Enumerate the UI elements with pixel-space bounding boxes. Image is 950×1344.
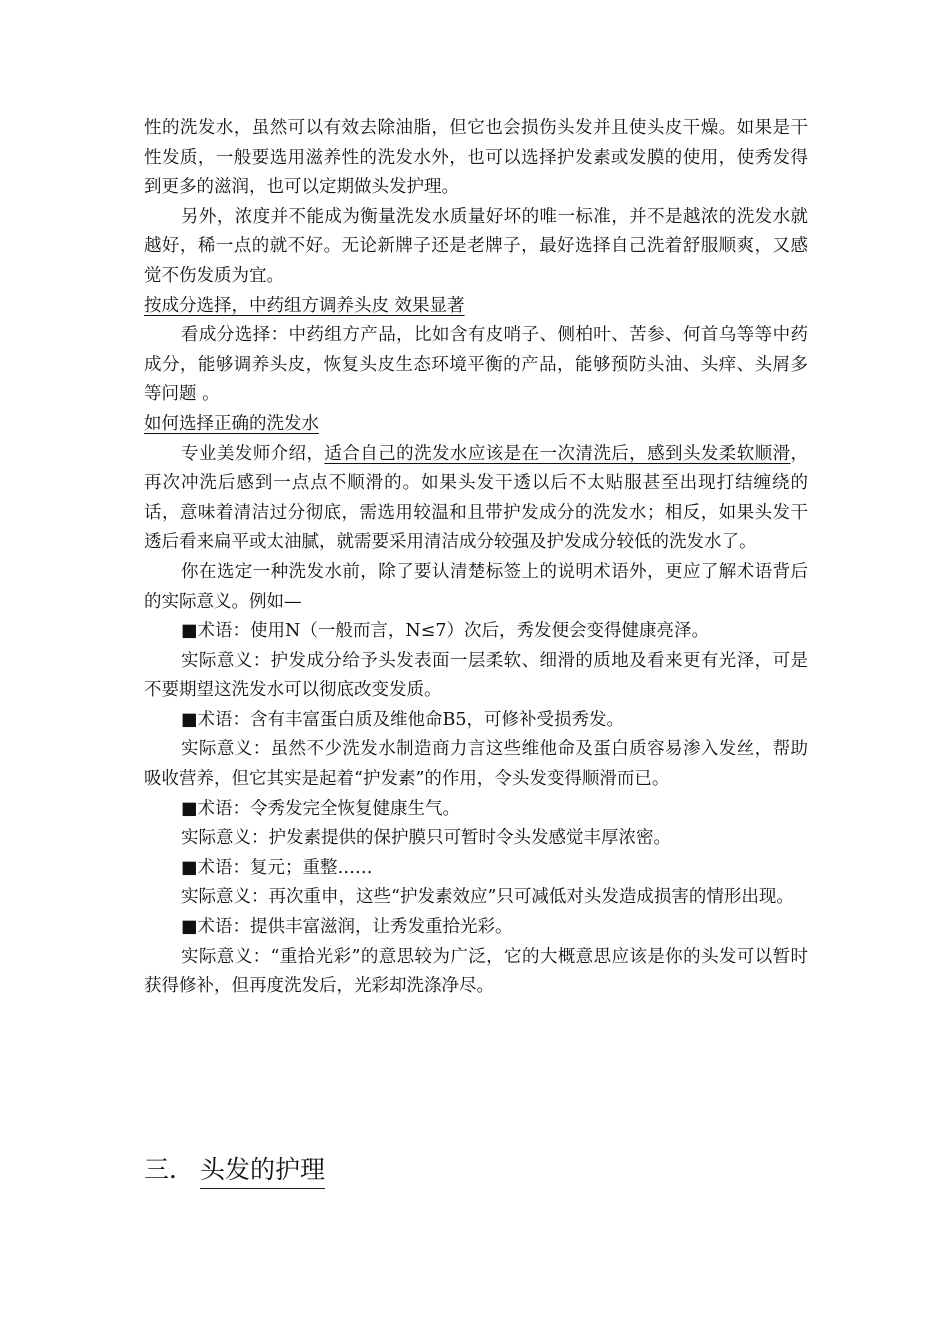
term-2: ■术语：含有丰富蛋白质及维他命B5，可修补受损秀发。 bbox=[181, 709, 625, 730]
paragraph-concentration: 另外，浓度并不能成为衡量洗发水质量好坏的唯一标准，并不是越浓的洗发水就越好，稀一点的就不好。无论新牌子还是老牌子，最好选择自己洗着舒服顺爽，又感觉不伤发质为宜。 bbox=[144, 206, 808, 286]
subheading-ingredients-text: 按成分选择，中药组方调养头皮 效果显著 bbox=[144, 295, 465, 316]
term-4: ■术语：复元；重整…… bbox=[181, 857, 373, 878]
paragraph-dry-hair: 性的洗发水，虽然可以有效去除油脂，但它也会损伤头发并且使头皮干燥。如果是干性发质，一般要选用滋养性的洗发水外，也可以选择护发素或发膜的使用，使秀发得到更多的滋润，也可以定期做头发护理。 bbox=[144, 118, 808, 198]
subheading-ingredients bbox=[144, 292, 808, 322]
meaning-2: 实际意义：虽然不少洗发水制造商力言这些维他命及蛋白质容易渗入发丝，帮助吸收营养，但它其实是起着“护发素”的作用，令头发变得顺滑而已。 bbox=[144, 739, 808, 790]
stylist-rest: ，再次冲洗后感到一点点不顺滑的。如果头发干透以后不太贴服甚至出现打结缠绕的话，意味着清洁过分彻底，需选用较温和且带护发成分的洗发水；相反，如果头发干透后看来扁平或太油腻，就需要采用清洁成分较强及护发成分较低的洗发水了。 bbox=[144, 443, 809, 553]
body-text bbox=[144, 114, 808, 1002]
meaning-1: 实际意义：护发成分给予头发表面一层柔软、细滑的质地及看来更有光泽，可是不要期望这洗发水可以彻底改变发质。 bbox=[144, 650, 808, 701]
section-title: 头发的护理 bbox=[200, 1152, 325, 1189]
paragraph-terms-intro: 你在选定一种洗发水前，除了要认清楚标签上的说明术语外，更应了解术语背后的实际意义。例如— bbox=[144, 561, 808, 612]
subheading-how-to-choose-text: 如何选择正确的洗发水 bbox=[144, 413, 319, 434]
section-number: 三． bbox=[144, 1155, 195, 1184]
term-3: ■术语：令秀发完全恢复健康生气。 bbox=[181, 798, 461, 819]
meaning-4: 实际意义：再次重申，这些“护发素效应”只可减低对头发造成损害的情形出现。 bbox=[181, 887, 794, 908]
stylist-intro: 专业美发师介绍， bbox=[181, 443, 325, 464]
paragraph-ingredients: 看成分选择：中药组方产品，比如含有皮哨子、侧柏叶、苦参、何首乌等等中药成分，能够调养头皮，恢复头皮生态环境平衡的产品，能够预防头油、头痒、头屑多等问题 。 bbox=[144, 325, 808, 405]
meaning-3: 实际意义：护发素提供的保护膜只可暂时令头发感觉丰厚浓密。 bbox=[181, 828, 671, 849]
subheading-how-to-choose bbox=[144, 410, 808, 440]
paragraph-stylist bbox=[144, 440, 808, 558]
section-heading bbox=[144, 1150, 325, 1190]
meaning-5: 实际意义：“重拾光彩”的意思较为广泛，它的大概意思应该是你的头发可以暂时获得修补，但再度洗发后，光彩却洗涤净尽。 bbox=[144, 946, 808, 997]
term-1: ■术语：使用N（一般而言，N≤7）次后，秀发便会变得健康亮泽。 bbox=[181, 621, 709, 642]
term-5: ■术语：提供丰富滋润，让秀发重拾光彩。 bbox=[181, 917, 513, 938]
stylist-underlined: 适合自己的洗发水应该是在一次清洗后，感到头发柔软顺滑 bbox=[324, 443, 791, 464]
